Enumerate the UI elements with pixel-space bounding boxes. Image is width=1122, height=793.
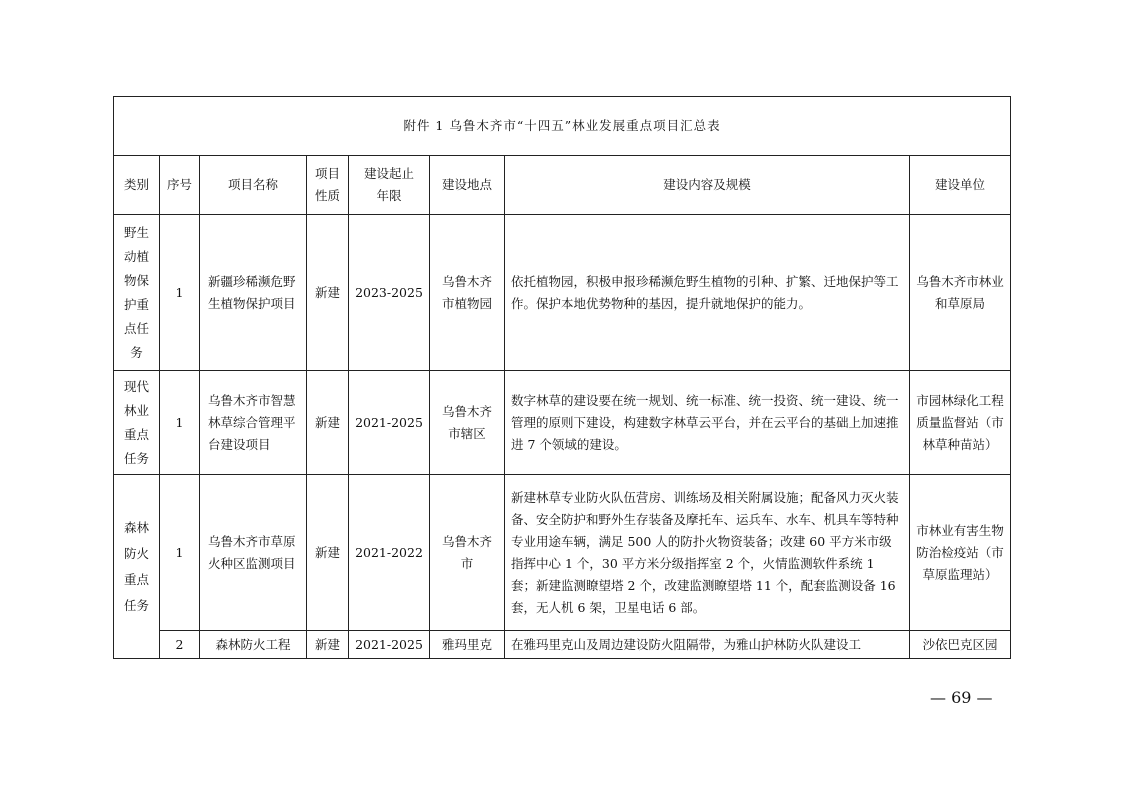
row-location: 雅玛里克 xyxy=(430,631,505,659)
row-category: 野生动植物保护重点任务 xyxy=(114,215,160,371)
table-title: 附件 1 乌鲁木齐市“十四五”林业发展重点项目汇总表 xyxy=(114,97,1011,156)
row-nature: 新建 xyxy=(307,371,349,475)
row-seq: 1 xyxy=(160,371,200,475)
row-period: 2023-2025 xyxy=(349,215,430,371)
row-seq: 1 xyxy=(160,475,200,631)
row-content: 依托植物园，积极申报珍稀濒危野生植物的引种、扩繁、迁地保护等工作。保护本地优势物种的基因，提升就地保护的能力。 xyxy=(505,215,910,371)
row-period: 2021-2025 xyxy=(349,371,430,475)
header-location: 建设地点 xyxy=(430,156,505,215)
row-nature: 新建 xyxy=(307,631,349,659)
row-content: 新建林草专业防火队伍营房、训练场及相关附属设施；配备风力灭火装备、安全防护和野外生存装备及摩托车、运兵车、水车、机具车等特种专业用途车辆，满足 500 人的防扑火物资装备；改建 60 平方米市级指挥中心 1 个，30 平方米分级指挥室 2 个，火情监测软件系统 1 套；新建监测瞭望塔 2 个，改建监测瞭望塔 11 个，配套监测设备 16 套，无人机 6 架，卫星电话 6 部。 xyxy=(505,475,910,631)
row-period: 2021-2022 xyxy=(349,475,430,631)
row-unit: 沙依巴克区园 xyxy=(910,631,1011,659)
project-summary-table xyxy=(113,96,1011,659)
row-location: 乌鲁木齐市辖区 xyxy=(430,371,505,475)
row-name: 森林防火工程 xyxy=(200,631,307,659)
row-name: 乌鲁木齐市草原火种区监测项目 xyxy=(200,475,307,631)
header-period: 建设起止年限 xyxy=(349,156,430,215)
row-period: 2021-2025 xyxy=(349,631,430,659)
table-row xyxy=(114,475,1011,631)
header-name: 项目名称 xyxy=(200,156,307,215)
table-row xyxy=(114,215,1011,371)
header-seq: 序号 xyxy=(160,156,200,215)
table-row xyxy=(114,371,1011,475)
row-unit: 市园林绿化工程质量监督站（市林草种苗站） xyxy=(910,371,1011,475)
table-row xyxy=(114,631,1011,659)
row-seq: 2 xyxy=(160,631,200,659)
row-unit: 乌鲁木齐市林业和草原局 xyxy=(910,215,1011,371)
row-location: 乌鲁木齐市 xyxy=(430,475,505,631)
header-category: 类别 xyxy=(114,156,160,215)
row-seq: 1 xyxy=(160,215,200,371)
header-nature: 项目性质 xyxy=(307,156,349,215)
row-content: 数字林草的建设要在统一规划、统一标准、统一投资、统一建设、统一管理的原则下建设，构建数字林草云平台，并在云平台的基础上加速推进 7 个领域的建设。 xyxy=(505,371,910,475)
row-name: 新疆珍稀濒危野生植物保护项目 xyxy=(200,215,307,371)
row-nature: 新建 xyxy=(307,475,349,631)
header-unit: 建设单位 xyxy=(910,156,1011,215)
row-unit: 市林业有害生物防治检疫站（市草原监理站） xyxy=(910,475,1011,631)
row-category: 森林防火重点任务 xyxy=(114,475,160,659)
row-nature: 新建 xyxy=(307,215,349,371)
header-content: 建设内容及规模 xyxy=(505,156,910,215)
page-number: — 69 — xyxy=(930,688,993,707)
row-name: 乌鲁木齐市智慧林草综合管理平台建设项目 xyxy=(200,371,307,475)
row-location: 乌鲁木齐市植物园 xyxy=(430,215,505,371)
row-category: 现代林业重点任务 xyxy=(114,371,160,475)
row-content: 在雅玛里克山及周边建设防火阻隔带，为雅山护林防火队建设工 xyxy=(505,631,910,659)
header-row xyxy=(114,156,1011,215)
